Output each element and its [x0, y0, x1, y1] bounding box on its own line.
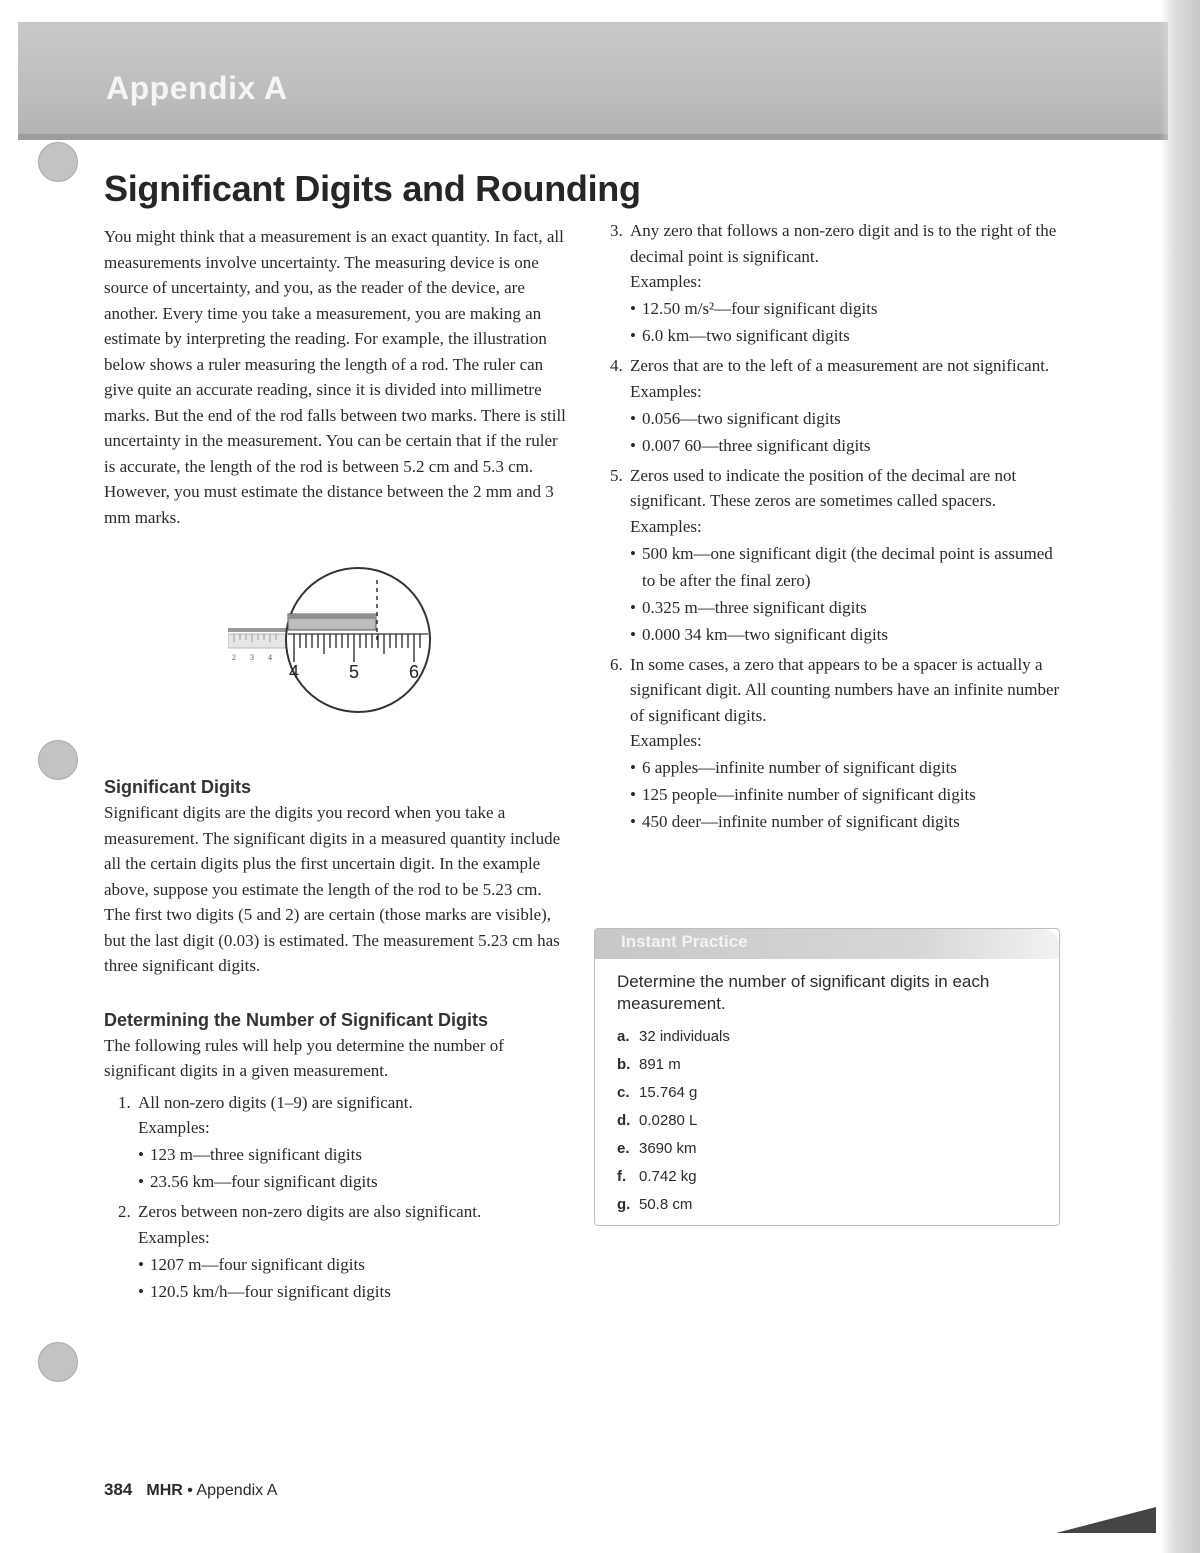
practice-prompt: Determine the number of significant digits in each measurement. [617, 972, 990, 1013]
page-footer: 384 MHR • Appendix A [104, 1480, 278, 1499]
bullet-icon: • [138, 1281, 144, 1301]
rule-text: Zeros that are to the left of a measurement are not significant. [630, 356, 1050, 375]
rules-list-right [610, 218, 1060, 835]
rule-item [610, 652, 1060, 836]
rule-text: In some cases, a zero that appears to be a spacer is actually a significant digit. All counting numbers have an infinite number of significant digits. [630, 654, 1060, 725]
rule-text: All non-zero digits (1–9) are significant. [138, 1092, 413, 1112]
examples-list [630, 754, 1060, 835]
examples-label: Examples: [630, 272, 702, 291]
rule-number: 3. [610, 221, 623, 240]
bullet-icon: • [138, 1145, 144, 1164]
practice-item: c. 15.764 g [617, 1084, 698, 1101]
page-number: 384 [104, 1480, 133, 1499]
bullet-icon: • [630, 326, 636, 345]
scan-edge-shadow [1160, 0, 1200, 1553]
section-heading-significant-digits: Significant Digits [104, 777, 252, 797]
page-title: Significant Digits and Rounding [104, 168, 641, 209]
practice-items [617, 1023, 1037, 1219]
determining-paragraph: The following rules will help you determine the number of significant digits in a given measurement. [104, 1035, 504, 1080]
rule-item [610, 353, 1060, 459]
rule-number: 2. [118, 1202, 131, 1221]
example-item: • 1207 m—four significant digits [138, 1251, 572, 1278]
example-item: • 500 km—one significant digit (the decimal point is assumed to be after the final zero) [630, 540, 1060, 594]
example-item: • 0.000 34 km—two significant digits [630, 621, 1060, 648]
binder-hole-middle [38, 740, 78, 780]
ruler-illustration [228, 562, 438, 722]
section-heading-determining: Determining the Number of Significant Digits [104, 1009, 489, 1030]
binder-hole-bottom [38, 1342, 78, 1382]
examples-list [630, 540, 1060, 648]
significant-digits-paragraph: Significant digits are the digits you record when you take a measurement. The significant digits in a measured quantity include all the certain digits plus the first uncertain digit. In the example above, suppose you estimate the length of the rod to be 5.23 cm. The first two digits (5 and 2) are certain (those marks are visible), but the last digit (0.03) is estimated. The measurement 5.23 cm has three significant digits. [104, 803, 561, 975]
right-column [610, 218, 1060, 839]
example-item: • 0.056—two significant digits [630, 405, 1060, 432]
bullet-icon: • [630, 758, 636, 777]
practice-item: f. 0.742 kg [617, 1168, 697, 1185]
rule-number: 6. [610, 654, 623, 674]
bullet-icon: • [630, 543, 636, 563]
ruler-label-6: 6 [409, 662, 420, 682]
bullet-icon: • [630, 597, 636, 617]
example-item: • 12.50 m/s²—four significant digits [630, 295, 1060, 322]
instant-practice-body [617, 971, 1037, 1219]
example-item: • 125 people—infinite number of significant digits [630, 781, 1060, 808]
examples-label: Examples: [630, 516, 702, 536]
rules-list-left [118, 1090, 572, 1305]
intro-paragraph: You might think that a measurement is an exact quantity. In fact, all measurements involve uncertainty. The measuring device is one source of uncertainty, and you, as the reader of the device, are another. Every time you take a measurement, you are making an estimate by interpreting the reading. For example, the illustration below shows a ruler measuring the length of a rod. The ruler can give quite an accurate reading, since it is divided into millimetre marks. But the end of the rod falls between two marks. There is still uncertainty in the measurement. You can be certain that if the ruler is accurate, the length of the rod is between 5.2 cm and 5.3 cm. However, you must estimate the distance between the 2 mm and 3 mm marks. [104, 227, 566, 527]
practice-item: e. 3690 km [617, 1140, 697, 1157]
rule-item [610, 218, 1060, 349]
small-ruler-label: 4 [268, 653, 272, 662]
instant-practice-box [594, 928, 1060, 1226]
rule-number: 5. [610, 465, 623, 485]
practice-item: d. 0.0280 L [617, 1112, 698, 1129]
bullet-icon: • [630, 812, 636, 831]
rule-number: 4. [610, 356, 623, 375]
publisher: MHR [146, 1482, 183, 1499]
left-column [104, 224, 572, 1309]
example-item: • 23.56 km—four significant digits [138, 1168, 572, 1195]
example-item: • 6.0 km—two significant digits [630, 322, 1060, 349]
small-ruler-label: 3 [250, 653, 254, 662]
bullet-icon: • [630, 299, 636, 318]
bullet-icon: • [630, 785, 636, 804]
practice-item: b. 891 m [617, 1056, 681, 1073]
example-item: • 450 deer—infinite number of significant digits [630, 808, 1060, 835]
example-item: • 120.5 km/h—four significant digits [138, 1278, 572, 1305]
example-item: • 6 apples—infinite number of significant digits [630, 754, 1060, 781]
examples-label: Examples: [138, 1118, 210, 1137]
instant-practice-title: Instant Practice [621, 932, 748, 951]
practice-item: a. 32 individuals [617, 1028, 730, 1045]
binder-hole-top [38, 142, 78, 182]
bullet-icon: • [630, 408, 636, 428]
rod-shaft [228, 628, 288, 632]
rod-shading [288, 614, 376, 619]
bullet-icon: • [138, 1172, 144, 1191]
rule-item [118, 1090, 572, 1196]
rule-item [610, 463, 1060, 648]
bullet-icon: • [630, 624, 636, 644]
page-corner-shadow [1056, 1507, 1156, 1533]
rule-number: 1. [118, 1092, 131, 1112]
rule-text: Zeros between non-zero digits are also significant. [138, 1202, 482, 1221]
practice-item: g. 50.8 cm [617, 1196, 693, 1213]
ruler-label-4: 4 [289, 662, 300, 682]
examples-label: Examples: [630, 731, 702, 750]
significant-digits-section [104, 774, 572, 979]
example-item: • 123 m—three significant digits [138, 1141, 572, 1168]
example-item: • 0.325 m—three significant digits [630, 594, 1060, 621]
instant-practice-tab [595, 929, 1059, 959]
appendix-title: Appendix A [106, 70, 288, 106]
examples-label: Examples: [630, 381, 702, 401]
examples-list [630, 405, 1060, 459]
bullet-icon: • [630, 435, 636, 455]
rule-text: Any zero that follows a non-zero digit and is to the right of the decimal point is significant. [630, 221, 1057, 266]
rule-text: Zeros used to indicate the position of the decimal are not significant. These zeros are sometimes called spacers. [630, 465, 1017, 510]
examples-list [630, 295, 1060, 349]
footer-section: Appendix A [196, 1482, 278, 1499]
examples-list [138, 1251, 572, 1305]
examples-label: Examples: [138, 1227, 210, 1247]
ruler-label-5: 5 [349, 662, 360, 682]
examples-list [138, 1141, 572, 1195]
example-item: • 0.007 60—three significant digits [630, 432, 1060, 459]
small-ruler-label: 2 [232, 653, 236, 662]
determining-section [104, 1007, 572, 1084]
rule-item [118, 1199, 572, 1305]
bullet-icon: • [138, 1254, 144, 1274]
